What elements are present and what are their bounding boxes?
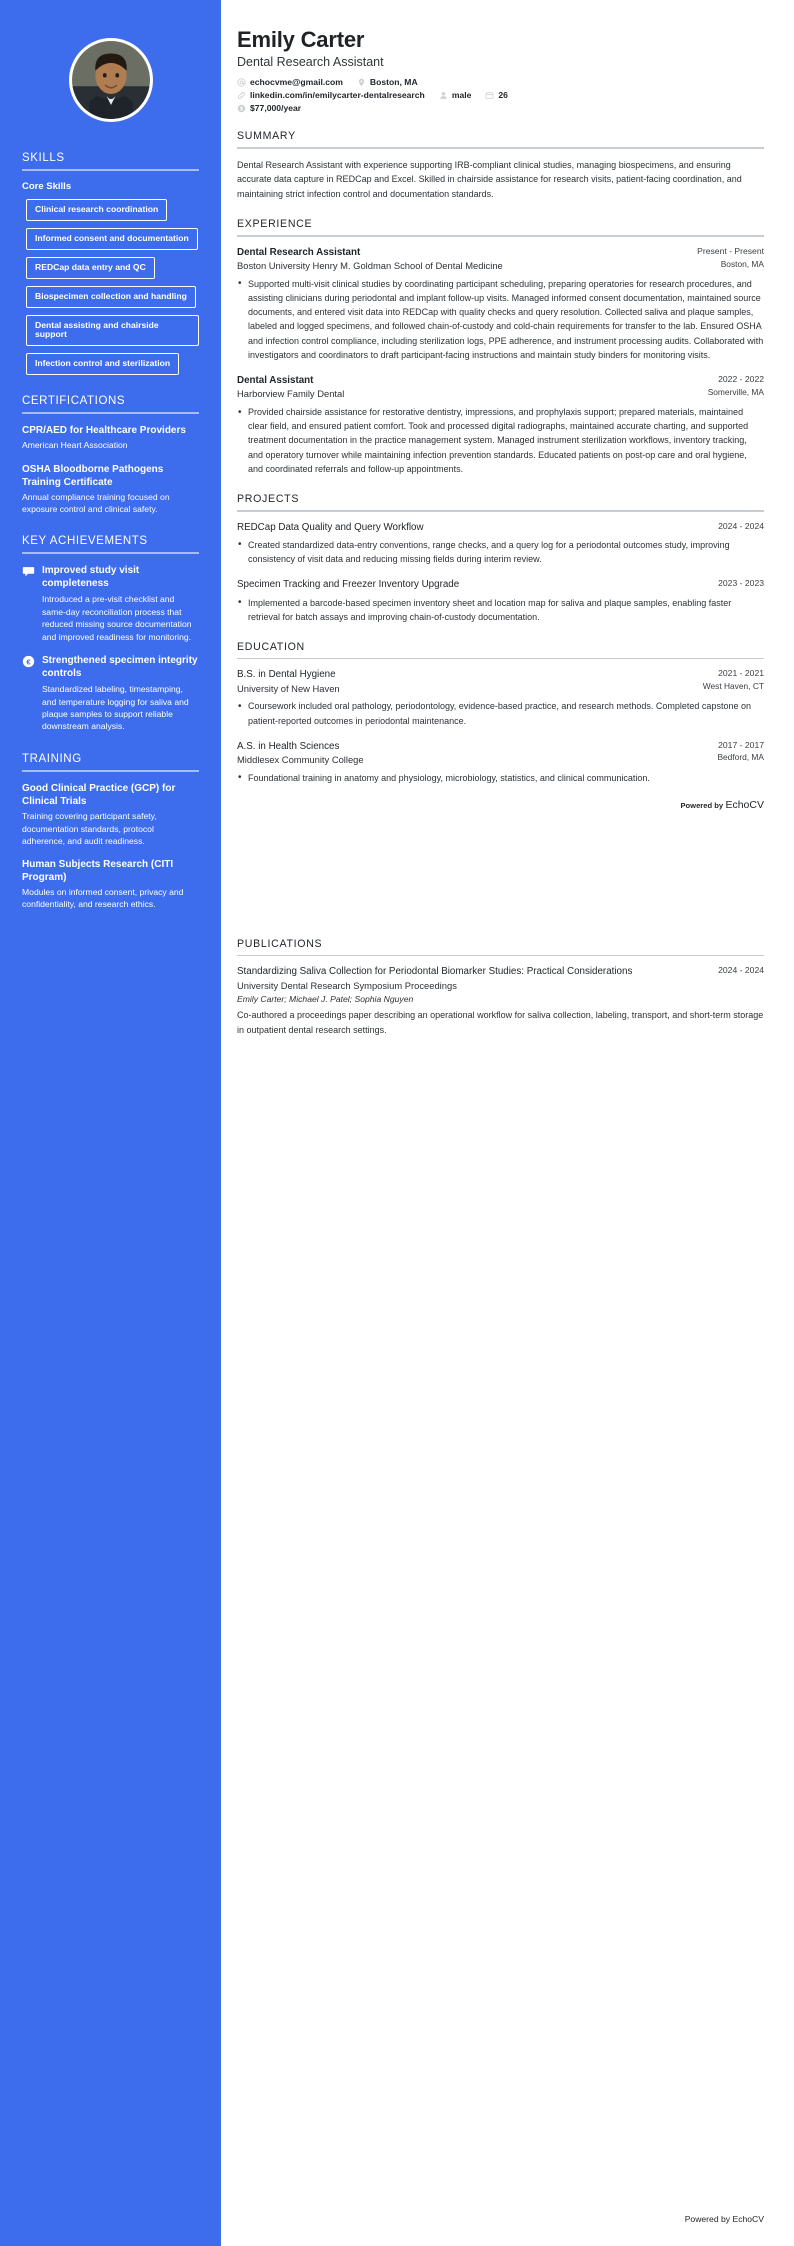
- experience-item: [237, 374, 764, 476]
- powered-by-prefix: Powered by: [684, 2214, 731, 2224]
- achievement-item: [22, 564, 199, 643]
- education-school: Middlesex Community College: [237, 754, 364, 766]
- education-degree: A.S. in Health Sciences: [237, 740, 340, 752]
- experience-bullet-list: [237, 277, 764, 362]
- sidebar-section-skills: [22, 152, 199, 375]
- skill-chip: Clinical research coordination: [26, 199, 167, 221]
- location-pin-icon: [357, 78, 366, 87]
- project-date-range: 2024 - 2024: [718, 520, 764, 531]
- publication-item: [237, 965, 764, 1036]
- contact-email[interactable]: [237, 77, 343, 87]
- contact-email-text: echocvme@gmail.com: [250, 77, 343, 88]
- experience-company: Harborview Family Dental: [237, 388, 345, 400]
- powered-by-page2: [685, 2214, 764, 2224]
- project-title: Specimen Tracking and Freezer Inventory Upgrade: [237, 579, 460, 591]
- experience-section-title: EXPERIENCE: [237, 218, 313, 231]
- training-description: Modules on informed consent, privacy and confidentiality, and research ethics.: [22, 887, 184, 910]
- certification-issuer: Annual compliance training focused on exposure control and clinical safety.: [22, 491, 170, 515]
- divider: [237, 235, 764, 237]
- certification-item: [22, 424, 199, 451]
- divider: [237, 955, 764, 957]
- divider: [237, 147, 764, 149]
- sidebar-section-achievements: [22, 535, 199, 733]
- certification-item: [22, 463, 199, 516]
- certifications-section-title: CERTIFICATIONS: [22, 395, 126, 408]
- contact-row: [237, 103, 764, 113]
- bullet-item: • Coursework included oral pathology, periodontology, evidence-based practice, and research methods. Completed capstone on patient-reported outcomes in periodontal maintenance.: [237, 699, 764, 727]
- summary-section-title: SUMMARY: [237, 130, 296, 143]
- skill-chip: Dental assisting and chairside support: [26, 315, 199, 347]
- bullet-item: • Created standardized data-entry conventions, range checks, and a query log for a periodontal outcomes study, improving consistency of visit data and reducing missing fields during interim review.: [237, 538, 764, 566]
- skill-chip: REDCap data entry and QC: [26, 257, 155, 279]
- brand-name: EchoCV: [725, 798, 764, 811]
- experience-item-header: [237, 374, 764, 401]
- divider: [237, 658, 764, 660]
- job-headline: Dental Research Assistant: [237, 55, 384, 70]
- contact-age: [485, 90, 508, 100]
- education-item-header: [237, 740, 764, 767]
- contact-row: [237, 77, 764, 87]
- divider: [22, 412, 199, 414]
- experience-date-range: 2022 - 2022: [718, 374, 764, 385]
- education-school: University of New Haven: [237, 682, 340, 694]
- calendar-icon: [485, 91, 494, 100]
- sidebar-section-certifications: [22, 395, 199, 515]
- bullet-item: • Foundational training in anatomy and physiology, microbiology, statistics, and clinical communication.: [237, 771, 764, 785]
- training-title: Good Clinical Practice (GCP) for Clinical Trials: [22, 782, 176, 808]
- training-item: [22, 858, 199, 911]
- publication-authors: Emily Carter; Michael J. Patel; Sophia Nguyen: [237, 994, 414, 1005]
- certification-title: OSHA Bloodborne Pathogens Training Certificate: [22, 463, 164, 488]
- page-title: Emily Carter: [237, 27, 365, 52]
- avatar: [69, 38, 153, 122]
- training-item: [22, 782, 199, 847]
- skill-chip-list: [22, 199, 199, 375]
- publication-date-range: 2024 - 2024: [718, 965, 764, 976]
- project-bullet-list: [237, 596, 764, 624]
- chat-bubble-icon: [22, 565, 35, 578]
- education-location: Bedford, MA: [717, 752, 764, 763]
- experience-date-range: Present - Present: [697, 245, 764, 256]
- education-date-range: 2017 - 2017: [718, 739, 764, 750]
- skills-subheading: Core Skills: [22, 181, 72, 192]
- education-section-title: EDUCATION: [237, 640, 305, 653]
- training-description: Training covering participant safety, documentation standards, protocol adherence, and audit readiness.: [22, 811, 157, 846]
- project-item: [237, 521, 764, 567]
- achievement-description: Introduced a pre-visit checklist and same-day reconciliation process that reduced missing source documentation and improved readiness for monitoring.: [42, 594, 192, 642]
- section-experience: [237, 218, 764, 476]
- sidebar-section-training: [22, 753, 199, 911]
- project-item-header: [237, 578, 764, 591]
- achievement-description: Standardized labeling, timestamping, and temperature logging for saliva and plaque samples to support reliable downstream analysis.: [42, 684, 189, 732]
- training-section-title: TRAINING: [22, 752, 82, 765]
- svg-text:€: €: [26, 657, 31, 667]
- divider: [22, 169, 199, 171]
- project-date-range: 2023 - 2023: [718, 578, 764, 589]
- publications-section-title: PUBLICATIONS: [237, 937, 323, 950]
- achievement-title: Improved study visit completeness: [42, 565, 140, 590]
- experience-location: Somerville, MA: [707, 386, 764, 397]
- money-icon: [237, 104, 246, 113]
- project-bullet-list: [237, 538, 764, 566]
- education-bullet-list: [237, 771, 764, 785]
- project-title: REDCap Data Quality and Query Workflow: [237, 521, 424, 533]
- experience-job-title: Dental Research Assistant: [237, 246, 361, 258]
- divider: [22, 552, 199, 554]
- section-projects: [237, 493, 764, 624]
- achievement-item: [22, 654, 199, 733]
- certification-title: CPR/AED for Healthcare Providers: [22, 425, 186, 437]
- skill-chip: Informed consent and documentation: [26, 228, 198, 250]
- divider: [237, 510, 764, 512]
- email-icon: [237, 78, 246, 87]
- publication-item-header: [237, 965, 764, 992]
- person-icon: [439, 91, 448, 100]
- education-date-range: 2021 - 2021: [718, 668, 764, 679]
- achievement-title: Strengthened specimen integrity controls: [42, 655, 198, 680]
- section-education: [237, 641, 764, 785]
- projects-section-title: PROJECTS: [237, 493, 300, 506]
- divider: [22, 770, 199, 772]
- achievements-section-title: KEY ACHIEVEMENTS: [22, 535, 148, 548]
- bullet-item: • Implemented a barcode-based specimen inventory sheet and location map for saliva and plaque samples, enabling faster retrieval for batch assays and improving chain-of-custody documentation.: [237, 596, 764, 624]
- education-item: [237, 740, 764, 785]
- education-degree: B.S. in Dental Hygiene: [237, 669, 336, 681]
- education-item: [237, 668, 764, 727]
- education-location: West Haven, CT: [702, 681, 764, 692]
- project-item-header: [237, 521, 764, 534]
- skill-chip: Infection control and sterilization: [26, 353, 179, 375]
- skill-chip: Biospecimen collection and handling: [26, 286, 196, 308]
- contact-location: [357, 77, 418, 87]
- project-item: [237, 578, 764, 624]
- contact-location-text: Boston, MA: [369, 77, 418, 88]
- contact-gender: [439, 90, 472, 100]
- summary-text: Dental Research Assistant with experience supporting IRB-compliant clinical studies, managing biospecimens, and ensuring accurate data capture in REDCap and Excel. Skilled in chairside assistance for research visits, patient-facing coordination, and maintaining strict infection control and documentation standards.: [237, 159, 742, 199]
- section-summary: [237, 130, 764, 201]
- contact-linkedin[interactable]: [237, 90, 425, 100]
- contact-age-text: 26: [498, 90, 508, 101]
- contact-gender-text: male: [451, 90, 472, 101]
- svg-text:$: $: [240, 106, 243, 113]
- brand-name: EchoCV: [732, 2214, 764, 2224]
- bullet-item: • Provided chairside assistance for restorative dentistry, impressions, and prophylaxis support; prepared materials, maintained clear field, and ensured patient comfort. Took and processed digital radiographs, maintained accurate charting, and supported treatment documentation in the practice management system. Managed instrument sterilization workflows, inventory tracking, and operatory turnover while maintaining infection prevention standards. Educated patients on post-op care and oral hygiene, and coordinated referrals and follow-up appointments.: [237, 405, 764, 476]
- section-publications: [237, 938, 764, 1037]
- education-item-header: [237, 668, 764, 695]
- certification-issuer: American Heart Association: [22, 440, 128, 451]
- experience-bullet-list: [237, 405, 764, 476]
- avatar-container: [22, 38, 199, 122]
- publication-title: Standardizing Saliva Collection for Periodontal Biomarker Studies: Practical Considerations: [237, 966, 633, 978]
- training-title: Human Subjects Research (CITI Program): [22, 858, 174, 884]
- contact-salary: [237, 103, 301, 113]
- bullet-item: • Supported multi-visit clinical studies by coordinating participant scheduling, preparing operatories for research procedures, and assisting clinicians during periodontal and implant follow-up visits. Managed informed consent documentation, maintained source documents, and entered visit data into REDCap with quality checks and query resolution. Collected saliva and plaque samples, labeled and logged specimens, and followed chain-of-custody and cold-chain requirements for transfer to the lab. Ensured OSHA and infection control compliance, including sterilization logs, PPE adherence, and instrument processing audits. Collaborated with investigators and coordinators to draft participant-facing instructions and maintain study binders for monitoring visits.: [237, 277, 764, 362]
- education-bullet-list: [237, 699, 764, 727]
- main-content: [221, 0, 794, 1049]
- powered-by-prefix: Powered by: [680, 800, 724, 810]
- experience-company: Boston University Henry M. Goldman School of Dental Medicine: [237, 260, 503, 272]
- experience-item: [237, 246, 764, 362]
- contact-row: [237, 90, 764, 100]
- link-icon: [237, 91, 246, 100]
- publication-description: Co-authored a proceedings paper describing an operational workflow for saliva collection, labeling, transport, and short-term storage in outpatient dental research settings.: [237, 1010, 764, 1035]
- contact-salary-text: $77,000/year: [250, 103, 302, 114]
- contact-linkedin-text: linkedin.com/in/emilycarter-dentalresearch: [250, 90, 425, 101]
- euro-coin-icon: [22, 655, 35, 668]
- experience-location: Boston, MA: [720, 258, 764, 269]
- powered-by-page1: [237, 799, 764, 811]
- experience-item-header: [237, 246, 764, 273]
- experience-job-title: Dental Assistant: [237, 375, 314, 387]
- sidebar: [0, 0, 221, 2246]
- contact-block: [237, 77, 764, 113]
- skills-section-title: SKILLS: [22, 152, 65, 164]
- publication-venue: University Dental Research Symposium Proceedings: [237, 979, 457, 991]
